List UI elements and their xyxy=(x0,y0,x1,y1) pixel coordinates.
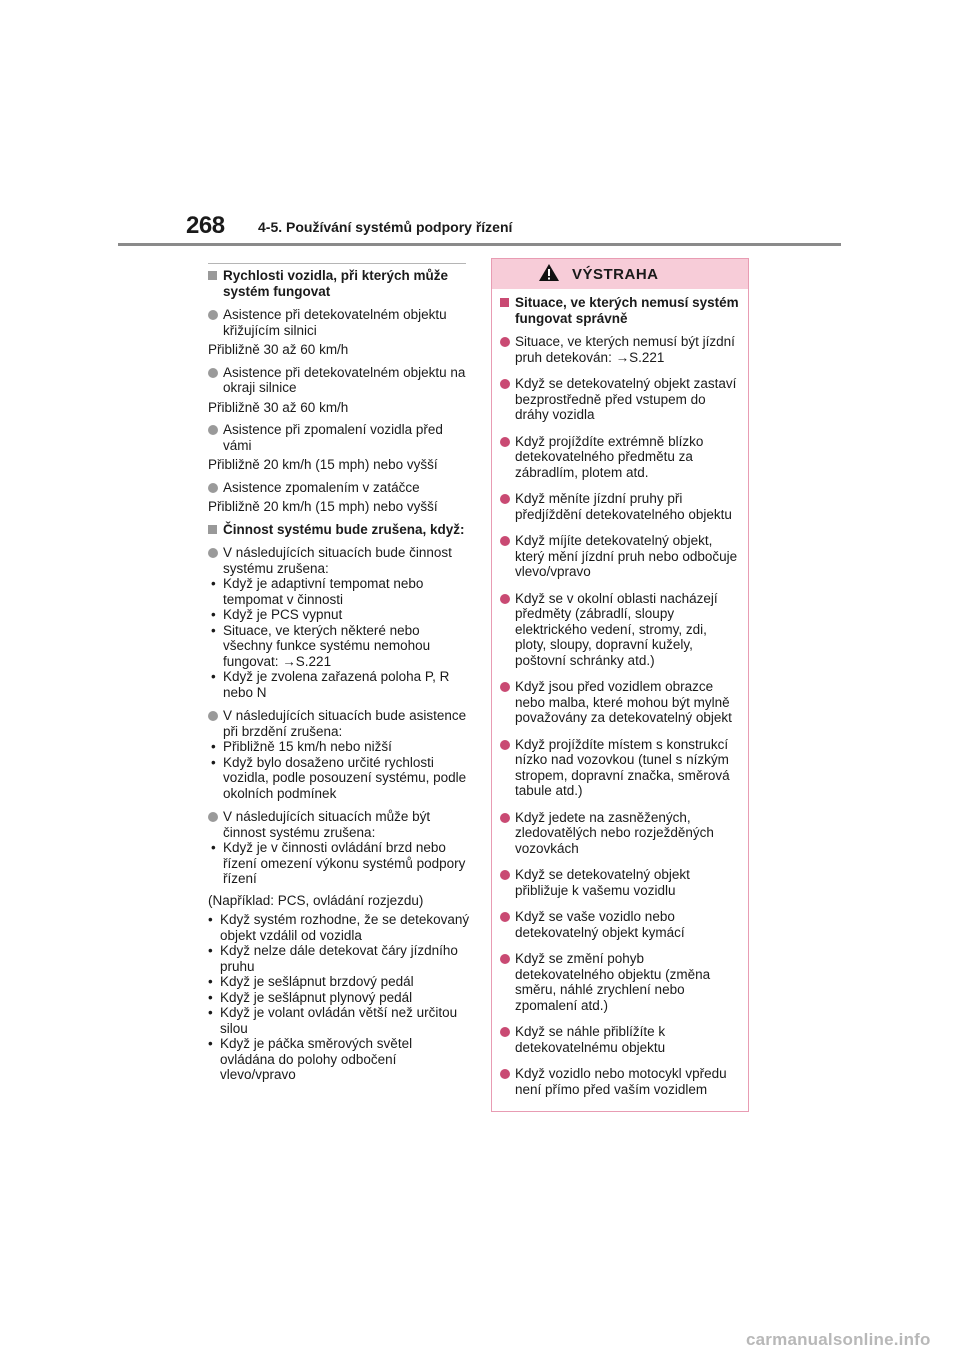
circle-bullet-icon xyxy=(208,812,218,822)
circle-bullet-icon xyxy=(500,337,510,347)
sub-list-item: • Když je PCS vypnut xyxy=(211,607,343,622)
circle-bullet-icon xyxy=(500,912,510,922)
circle-bullet-icon xyxy=(500,379,510,389)
sub-list-item: • Když systém rozhodne, že se detekovaný objekt vzdálil od vozidla xyxy=(208,912,470,943)
list-item: Když jsou před vozidlem obrazce nebo malba, které mohou být mylně považovány za detekovatelný objekt xyxy=(500,679,740,726)
list-item: Když se detekovatelný objekt přibližuje k vašemu vozidlu xyxy=(500,867,740,898)
warning-heading: Situace, ve kterých nemusí systém fungovat správně xyxy=(500,295,740,326)
cancel-group-2 xyxy=(208,708,470,801)
divider xyxy=(208,263,466,264)
circle-bullet-icon xyxy=(500,1027,510,1037)
list-item: Když se detekovatelný objekt zastaví bezprostředně před vstupem do dráhy vozidla xyxy=(500,376,740,423)
circle-bullet-icon xyxy=(500,437,510,447)
circle-bullet-icon xyxy=(500,536,510,546)
sub-list xyxy=(211,840,470,887)
left-column xyxy=(208,263,470,1091)
cancel-group-1 xyxy=(208,545,470,700)
sub-list-item: • Když je sešlápnut brzdový pedál xyxy=(208,974,414,989)
cancel-group-3 xyxy=(208,809,470,1083)
circle-bullet-icon xyxy=(208,368,218,378)
square-bullet-icon xyxy=(208,271,217,280)
sub-list-item: • Situace, ve kterých některé nebo všechny funkce systému nemohou fungovat: →S.221 xyxy=(211,622,431,669)
sub-list-item: • Když je páčka směrových světel ovládána do polohy odbočení vlevo/vpravo xyxy=(208,1036,413,1082)
section-title: 4-5. Používání systémů podpory řízení xyxy=(258,219,513,235)
list-item: Když projíždíte místem s konstrukcí nízko nad vozovkou (tunel s nízkým stropem, dopravní značka, směrová tabule atd.) xyxy=(500,737,740,799)
sub-list-item: • Když je zvolena zařazená poloha P, R nebo N xyxy=(211,669,450,700)
square-bullet-icon xyxy=(208,525,217,534)
speed-value: Přibližně 30 až 60 km/h xyxy=(208,342,349,357)
sub-list xyxy=(208,912,470,1083)
circle-bullet-icon xyxy=(208,425,218,435)
sub-list-item: • Když je adaptivní tempomat nebo tempomat v činnosti xyxy=(211,576,424,607)
warning-title: VÝSTRAHA xyxy=(572,265,659,283)
list-item: V následujících situacích bude činnost systému zrušena: xyxy=(208,545,470,576)
circle-bullet-icon xyxy=(500,813,510,823)
list-item: Když vozidlo nebo motocykl vpředu není přímo před vaším vozidlem xyxy=(500,1066,740,1097)
sub-list-item: • Když bylo dosaženo určité rychlosti vozidla, podle posouzení systému, podle okolních podmínek xyxy=(211,754,467,801)
sub-list-item: • Když je volant ovládán větší než určitou silou xyxy=(208,1005,458,1036)
circle-bullet-icon xyxy=(208,483,218,493)
list-item: Asistence zpomalením v zatáčce xyxy=(208,480,470,496)
list-item: Situace, ve kterých nemusí být jízdní pruh detekován: →S.221 xyxy=(500,334,740,365)
circle-bullet-icon xyxy=(208,711,218,721)
list-item: Když jedete na zasněžených, zledovatělých nebo rozježděných vozovkách xyxy=(500,810,740,857)
speed-value: Přibližně 20 km/h (15 mph) nebo vyšší xyxy=(208,457,438,472)
warning-header xyxy=(492,259,748,289)
speeds-heading: Rychlosti vozidla, při kterých může systém fungovat xyxy=(208,268,470,299)
list-item: Když se vaše vozidlo nebo detekovatelný objekt kymácí xyxy=(500,909,740,940)
list-item: Když projíždíte extrémně blízko detekovatelného předmětu za zábradlím, plotem atd. xyxy=(500,434,740,481)
speed-value: Přibližně 20 km/h (15 mph) nebo vyšší xyxy=(208,499,438,514)
circle-bullet-icon xyxy=(500,870,510,880)
list-item: Když míjíte detekovatelný objekt, který mění jízdní pruh nebo odbočuje vlevo/vpravo xyxy=(500,533,740,580)
sub-list-item: • Když nelze dále detekovat čáry jízdního pruhu xyxy=(208,943,458,974)
header-rule xyxy=(118,243,841,246)
circle-bullet-icon xyxy=(500,954,510,964)
cancel-heading: Činnost systému bude zrušena, když: xyxy=(208,522,470,538)
list-item: Když se v okolní oblasti nacházejí předměty (zábradlí, sloupy elektrického vedení, stromy, zdi, ploty, sloupy, dopravní kužely, poštovní schránky atd.) xyxy=(500,591,740,669)
list-item: V následujících situacích může být činnost systému zrušena: xyxy=(208,809,470,840)
list-item: V následujících situacích bude asistence při brzdění zrušena: xyxy=(208,708,470,739)
square-bullet-icon xyxy=(500,298,509,307)
circle-bullet-icon xyxy=(500,1069,510,1079)
circle-bullet-icon xyxy=(208,310,218,320)
circle-bullet-icon xyxy=(500,594,510,604)
warning-triangle-icon xyxy=(538,263,560,286)
watermark: carmanualsonline.info xyxy=(746,1330,931,1349)
circle-bullet-icon xyxy=(500,494,510,504)
warning-body xyxy=(492,289,748,1097)
list-item: Asistence při detekovatelném objektu křižujícím silnici xyxy=(208,307,470,338)
list-item: Když se náhle přiblížíte k detekovatelnému objektu xyxy=(500,1024,740,1055)
sub-list xyxy=(211,576,470,700)
example-note: (Například: PCS, ovládání rozjezdu) xyxy=(208,892,424,908)
page-number: 268 xyxy=(186,212,225,239)
speed-value: Přibližně 30 až 60 km/h xyxy=(208,399,349,415)
list-item: Asistence při zpomalení vozidla před vámi xyxy=(208,422,470,453)
list-item: Když měníte jízdní pruhy při předjíždění detekovatelného objektu xyxy=(500,491,740,522)
list-item: Asistence při detekovatelném objektu na okraji silnice xyxy=(208,365,470,396)
circle-bullet-icon xyxy=(500,740,510,750)
circle-bullet-icon xyxy=(500,682,510,692)
sub-list xyxy=(211,739,470,801)
warning-box xyxy=(491,258,749,1112)
circle-bullet-icon xyxy=(208,548,218,558)
sub-list-item: • Když je sešlápnut plynový pedál xyxy=(208,989,413,1005)
list-item: Když se změní pohyb detekovatelného objektu (změna směru, náhlé zrychlení nebo zpomalení atd.) xyxy=(500,951,740,1013)
sub-list-item: • Když je v činnosti ovládání brzd nebo řízení omezení výkonu systémů podpory řízení xyxy=(211,840,466,886)
sub-list-item: • Přibližně 15 km/h nebo nižší xyxy=(211,739,392,754)
